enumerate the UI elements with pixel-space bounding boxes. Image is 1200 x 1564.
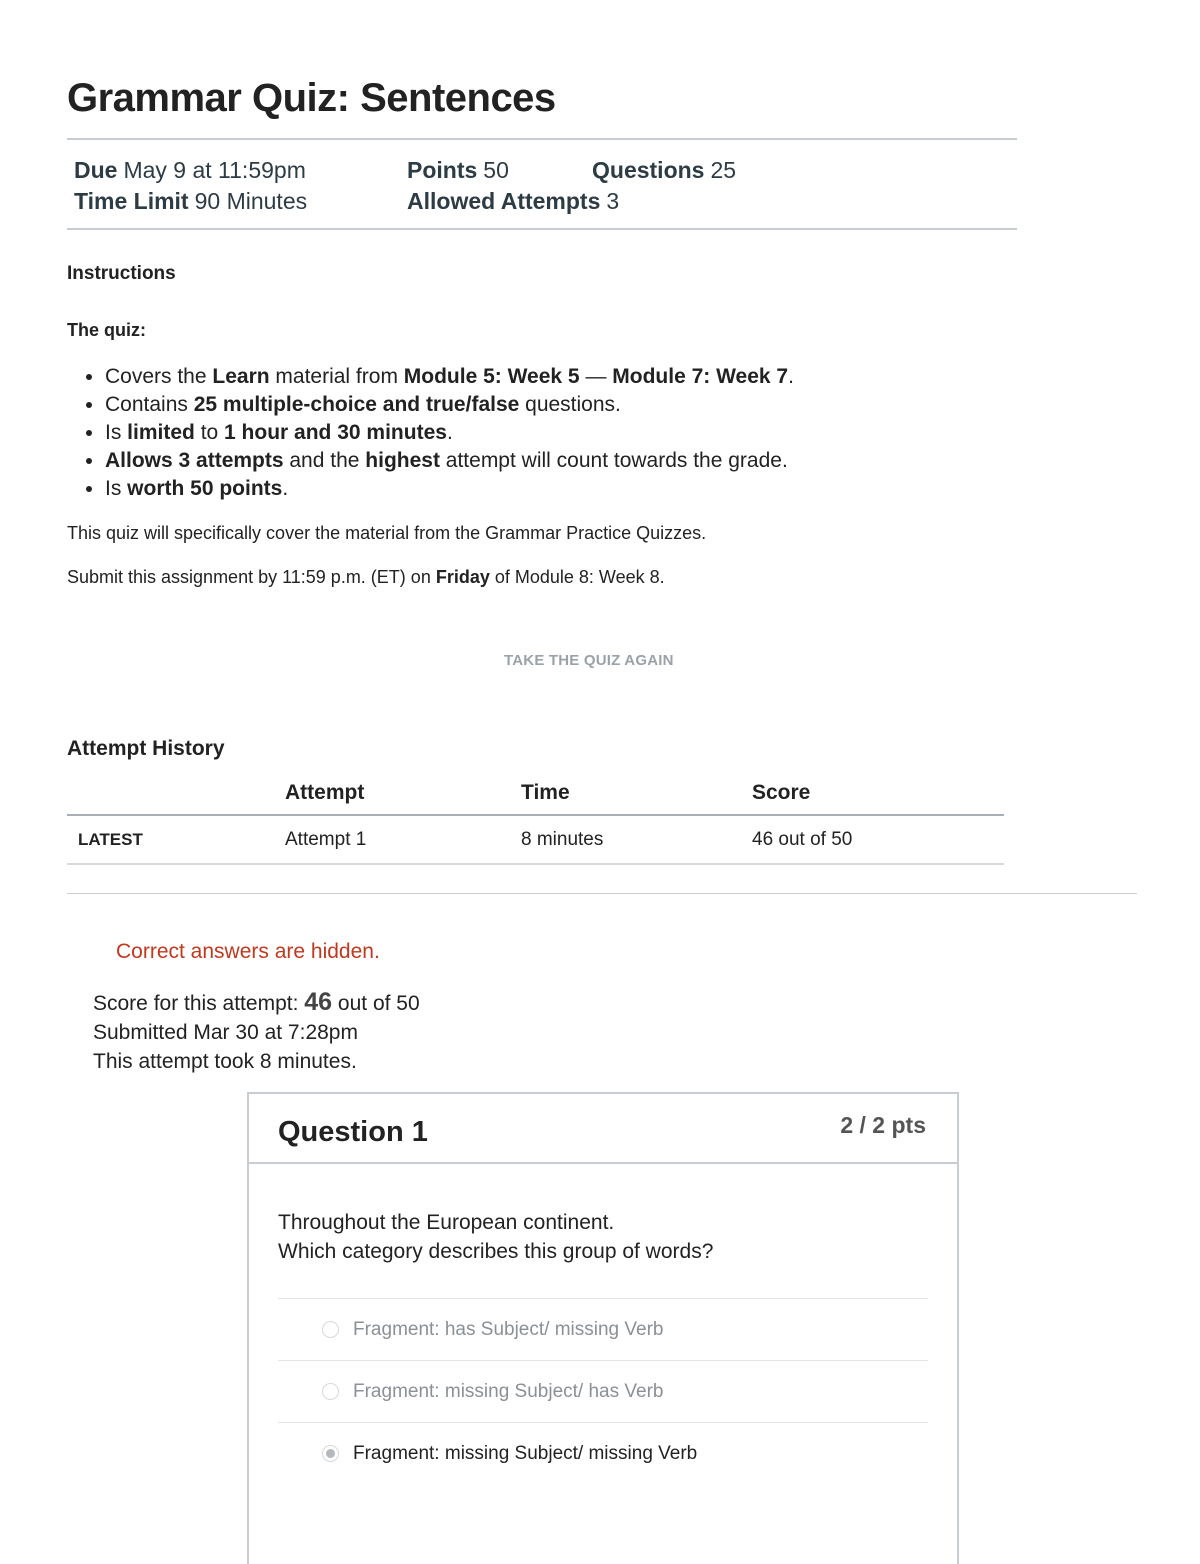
bullet-text: and the [283,449,366,472]
answer-label: Fragment: missing Subject/ missing Verb [353,1443,698,1464]
question-title: Question 1 [278,1116,428,1148]
instruction-bullet [105,419,794,447]
question-instruction: Which category describes this group of words? [278,1240,714,1263]
bullet-emphasis: 25 multiple-choice and true/false [193,393,520,416]
bullet-emphasis: Module 5: Week 5 [403,365,580,388]
instructions-subheading: The quiz: [67,320,146,340]
table-row [67,815,1004,864]
latest-badge: LATEST [67,815,285,864]
radio-icon[interactable] [322,1321,339,1338]
answer-option[interactable] [278,1360,928,1422]
section-divider [67,893,1137,894]
points-value: 50 [483,157,509,183]
attempt-history-table [67,772,1004,865]
attempt-score: 46 out of 50 [752,815,1004,864]
answer-label: Fragment: missing Subject/ has Verb [353,1381,664,1402]
radio-icon[interactable] [322,1383,339,1400]
bullet-emphasis: worth 50 points [127,477,283,500]
table-header-row [67,772,1004,815]
bullet-emphasis: 1 hour and 30 minutes [224,421,447,444]
allowed-attempts-label: Allowed Attempts [407,188,601,214]
answer-label: Fragment: has Subject/ missing Verb [353,1319,664,1340]
score-value: 46 [304,988,333,1016]
bullet-emphasis: Module 7: Week 7 [612,365,789,388]
page-title: Grammar Quiz: Sentences [67,76,556,120]
bullet-text: to [194,421,225,444]
instructions-paragraph: This quiz will specifically cover the material from the Grammar Practice Quizzes. [67,523,707,543]
take-quiz-again-button[interactable]: TAKE THE QUIZ AGAIN [504,652,674,669]
column-header-time: Time [521,772,752,815]
time-limit-label: Time Limit [74,188,189,214]
score-suffix: out of 50 [332,992,420,1015]
deadline-day: Friday [435,567,490,587]
submitted-line: Submitted Mar 30 at 7:28pm [93,1021,358,1044]
instruction-bullet [105,475,794,503]
instruction-bullet [105,447,794,475]
bullet-emphasis: limited [127,421,195,444]
bullet-text: Contains [105,393,194,416]
score-prefix: Score for this attempt: [93,992,305,1015]
header-divider [67,138,1017,140]
points-label: Points [407,157,478,183]
bullet-text: . [282,477,289,500]
question-prompt: Throughout the European continent. [278,1211,615,1234]
attempt-link[interactable]: Attempt 1 [285,815,521,864]
bullet-text: Covers the [105,365,213,388]
instructions-list [67,363,794,503]
column-header-tag [67,772,285,815]
instruction-bullet [105,391,794,419]
time-limit-value: 90 Minutes [194,188,308,214]
bullet-emphasis: Allows 3 attempts [105,449,284,472]
points-detail [407,157,509,184]
due-detail [74,157,306,184]
instruction-bullet [105,363,794,391]
deadline-text: Submit this assignment by 11:59 p.m. (ET) on [67,567,436,587]
column-header-score: Score [752,772,1004,815]
questions-detail [592,157,736,184]
attempt-time: 8 minutes [521,815,752,864]
answer-option[interactable] [278,1422,928,1484]
due-label: Due [74,157,118,183]
answer-list [278,1298,928,1484]
attempt-score-line [93,988,420,1018]
submission-deadline [67,567,665,588]
bullet-emphasis: Learn [212,365,270,388]
instructions-heading: Instructions [67,263,176,284]
bullet-text: — [579,365,613,388]
column-header-attempt: Attempt [285,772,521,815]
answer-option[interactable] [278,1298,928,1360]
questions-label: Questions [592,157,705,183]
question-points: 2 / 2 pts [840,1112,926,1138]
bullet-text: attempt will count towards the grade. [439,449,788,472]
due-value: May 9 at 11:59pm [123,157,306,183]
allowed-attempts-value: 3 [606,188,620,214]
duration-line: This attempt took 8 minutes. [93,1050,357,1073]
questions-value: 25 [710,157,737,183]
attempt-summary [93,988,420,1076]
allowed-attempts-detail [407,188,619,215]
bullet-text: . [788,365,794,388]
bullet-text: . [446,421,453,444]
bullet-emphasis: highest [365,449,440,472]
bullet-text: Is [105,477,128,500]
question-text [278,1208,713,1266]
details-divider [67,228,1017,230]
deadline-module: of Module 8: Week 8. [489,567,665,587]
bullet-text: questions. [519,393,621,416]
question-header [249,1094,957,1164]
attempt-history-title: Attempt History [67,737,225,760]
bullet-text: Is [105,421,128,444]
bullet-text: material from [269,365,404,388]
radio-selected-icon[interactable] [322,1445,339,1462]
time-limit-detail [74,188,307,215]
question-card [247,1092,959,1564]
correct-answers-hidden-notice: Correct answers are hidden. [116,940,380,963]
